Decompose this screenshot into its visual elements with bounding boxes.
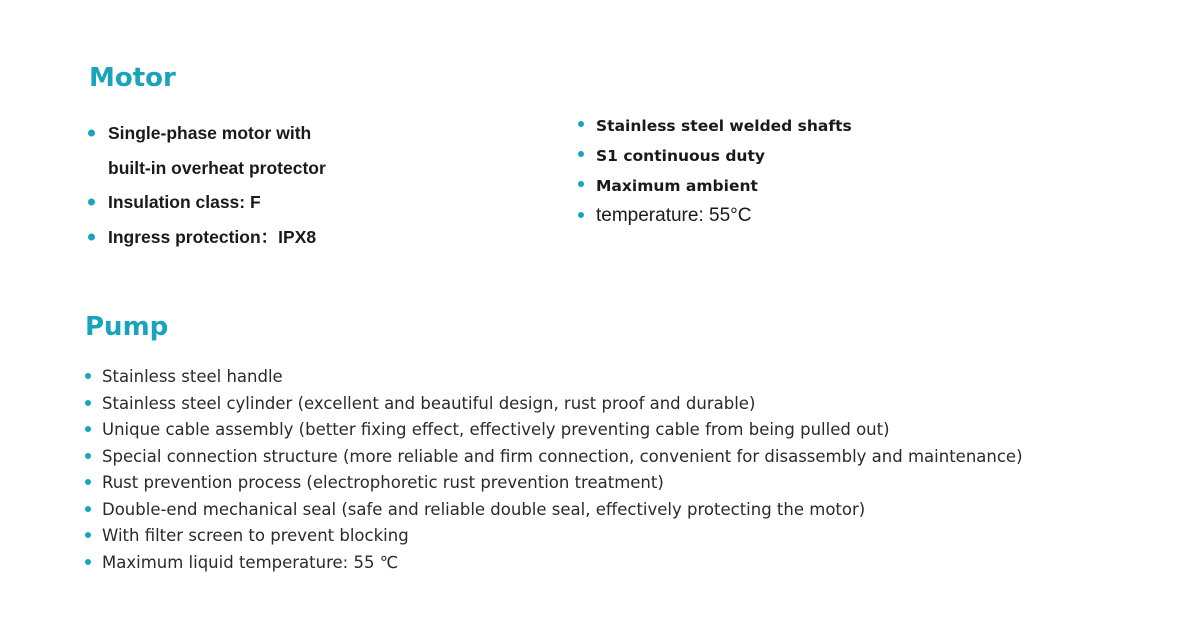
list-item-text: Ingress protection：IPX8 xyxy=(108,226,317,247)
list-item-text: With filter screen to prevent blocking xyxy=(102,526,409,545)
list-item xyxy=(85,497,1023,524)
list-item-text: Single-phase motor with xyxy=(108,123,312,143)
motor-section-title: Motor xyxy=(89,63,176,93)
list-item xyxy=(85,523,1023,550)
list-item-text: Double-end mechanical seal (safe and reliable double seal, effectively protecting the motor) xyxy=(102,499,866,519)
bullet-icon xyxy=(85,400,91,406)
bullet-icon xyxy=(85,532,91,538)
list-item-text: Special connection structure (more reliable and firm connection, convenient for disassembly and maintenance) xyxy=(102,446,1023,466)
bullet-icon xyxy=(88,199,95,206)
list-item xyxy=(85,470,1023,497)
list-item xyxy=(88,220,326,255)
list-item xyxy=(85,550,1023,577)
list-item xyxy=(88,116,326,151)
list-item xyxy=(578,111,852,141)
list-item xyxy=(85,391,1023,418)
pump-features-list xyxy=(85,364,1023,576)
list-item xyxy=(85,364,1023,391)
list-item-text: S1 continuous duty xyxy=(596,147,765,165)
list-item-text: Unique cable assembly (better fixing effect, effectively preventing cable from being pulled out) xyxy=(102,420,890,439)
list-item xyxy=(578,201,852,231)
list-item-text: Maximum ambient xyxy=(596,177,758,195)
bullet-icon xyxy=(85,426,91,432)
list-item-text: built-in overheat protector xyxy=(108,157,326,178)
list-item-text: Rust prevention process (electrophoretic rust prevention treatment) xyxy=(102,473,664,492)
list-item-text: Stainless steel handle xyxy=(102,367,283,386)
list-item-text: Insulation class: F xyxy=(108,192,261,212)
bullet-icon xyxy=(578,151,584,157)
list-item xyxy=(85,417,1023,444)
list-item xyxy=(578,171,852,201)
list-item xyxy=(578,141,852,171)
motor-features-left-list xyxy=(88,116,326,254)
list-item-text: temperature: 55°C xyxy=(596,205,752,226)
bullet-icon xyxy=(85,453,91,459)
list-item xyxy=(85,444,1023,471)
list-item xyxy=(88,185,326,220)
bullet-icon xyxy=(578,212,584,218)
bullet-icon xyxy=(578,121,584,127)
bullet-icon xyxy=(85,506,91,512)
bullet-icon xyxy=(578,181,584,187)
bullet-icon xyxy=(85,373,91,379)
list-item-text: Maximum liquid temperature: 55 ℃ xyxy=(102,552,399,572)
list-item-text: Stainless steel welded shafts xyxy=(596,117,852,135)
motor-features-right-list xyxy=(578,111,852,231)
bullet-icon xyxy=(85,559,91,565)
bullet-icon xyxy=(88,233,95,240)
pump-section-title: Pump xyxy=(85,312,169,342)
bullet-icon xyxy=(88,130,95,137)
bullet-icon xyxy=(85,479,91,485)
list-item-text: Stainless steel cylinder (excellent and beautiful design, rust proof and durable) xyxy=(102,393,756,413)
list-item-continuation xyxy=(88,151,326,186)
